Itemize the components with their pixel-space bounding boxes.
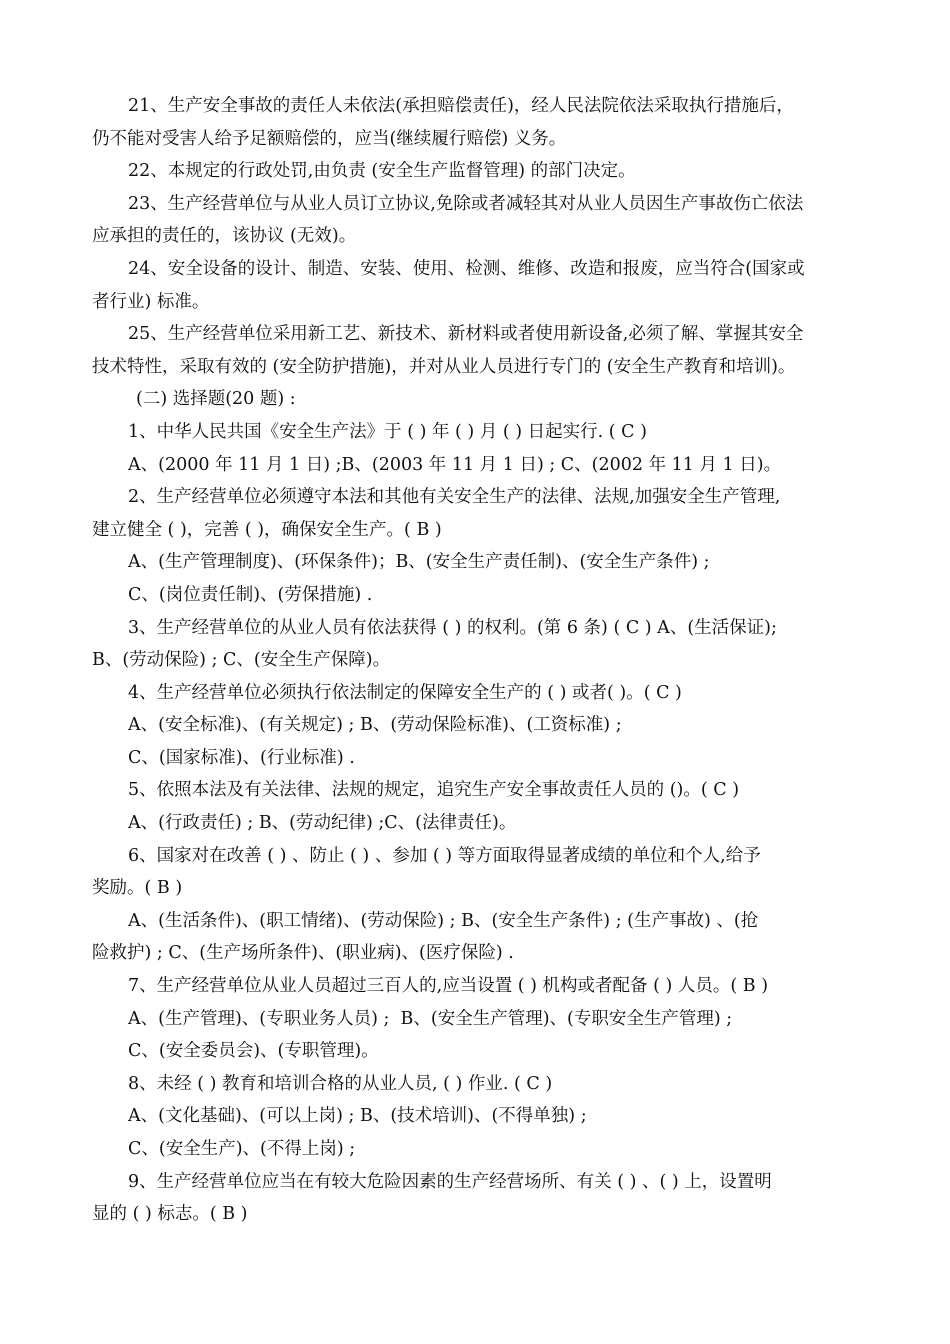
text-line: A、(行政责任) ; B、(劳动纪律) ;C、(法律责任)。 [128,813,517,834]
text-line: A、(生产管理制度)、(环保条件)；B、(安全生产责任制)、(安全生产条件) ; [128,552,710,573]
text-line: A、(生活条件)、(职工情绪)、(劳动保险) ; B、(安全生产条件) ; (生产事故) 、(抢 [128,910,759,931]
text-line: A、(2000 年 11 月 1 日) ;B、(2003 年 11 月 1 日) ; C、(2002 年 11 月 1 日)。 [128,454,782,475]
text-line: 6、国家对在改善 ( ) 、防止 ( ) 、参加 ( ) 等方面取得显著成绩的单位和个人,给予 [128,845,761,866]
text-line: 9、生产经营单位应当在有较大危险因素的生产经营场所、有关 ( ) 、( ) 上，设置明 [128,1171,772,1192]
text-line: 技术特性，采取有效的 (安全防护措施)，并对从业人员进行专门的 (安全生产教育和培训)。 [92,356,796,377]
text-line: 1、中华人民共国《安全生产法》于 ( ) 年 ( ) 月 ( ) 日起实行. ( C ) [128,421,647,442]
document-page [92,90,862,1231]
text-line: A、(安全标准)、(有关规定) ; B、(劳动保险标准)、(工资标准) ; [128,715,622,736]
text-line: C、(国家标准)、(行业标准) . [128,747,355,768]
text-line: C、(安全生产)、(不得上岗) ; [128,1139,356,1159]
text-line: B、(劳动保险) ; C、(安全生产保障)。 [92,650,391,671]
text-line: 显的 ( ) 标志。( B ) [92,1204,248,1225]
text-line: (二) 选择题(20 题) : [136,389,296,410]
text-line: C、(安全委员会)、(专职管理)。 [128,1041,379,1062]
text-line: 应承担的责任的，该协议 (无效)。 [92,226,357,247]
text-line: 8、未经 ( ) 教育和培训合格的从业人员, ( ) 作业. ( C ) [128,1073,553,1094]
text-line: 建立健全 ( )，完善 ( )，确保安全生产。( B ) [92,519,442,540]
text-line: 5、依照本法及有关法律、法规的规定，追究生产安全事故责任人员的 ()。( C ) [128,780,740,801]
text-line: 奖励。( B ) [92,878,183,899]
text-line: 2、生产经营单位必须遵守本法和其他有关安全生产的法律、法规,加强安全生产管理, [128,487,781,508]
text-line: 险救护) ; C、(生产场所条件)、(职业病)、(医疗保险) . [92,943,514,964]
text-line: 25、生产经营单位采用新工艺、新技术、新材料或者使用新设备,必须了解、掌握其安全 [128,324,804,345]
text-line: A、(文化基础)、(可以上岗) ; B、(技术培训)、(不得单独) ; [128,1106,587,1127]
text-line: A、(生产管理)、(专职业务人员) ; B、(安全生产管理)、(专职安全生产管理) ; [128,1008,733,1029]
text-line: 24、安全设备的设计、制造、安装、使用、检测、维修、改造和报废，应当符合(国家或 [128,258,805,279]
text-line: 23、生产经营单位与从业人员订立协议,免除或者减轻其对从业人员因生产事故伤亡依法 [128,193,804,214]
text-line: 者行业) 标准。 [92,291,210,312]
text-line: C、(岗位责任制)、(劳保措施) . [128,584,373,605]
text-line: 4、生产经营单位必须执行依法制定的保障安全生产的 ( ) 或者( )。( C ) [128,682,682,703]
text-line: 7、生产经营单位从业人员超过三百人的,应当设置 ( ) 机构或者配备 ( ) 人员。( B ) [128,976,769,997]
text-line: 仍不能对受害人给予足额赔偿的，应当(继续履行赔偿) 义务。 [92,128,567,149]
text-line: 3、生产经营单位的从业人员有依法获得 ( ) 的权利。(第 6 条) ( C ) A、(生活保证); [128,617,777,638]
text-line: 22、本规定的行政处罚,由负责 (安全生产监督管理) 的部门决定。 [128,161,636,182]
text-line: 21、生产安全事故的责任人未依法(承担赔偿责任)，经人民法院依法采取执行措施后， [128,96,794,116]
